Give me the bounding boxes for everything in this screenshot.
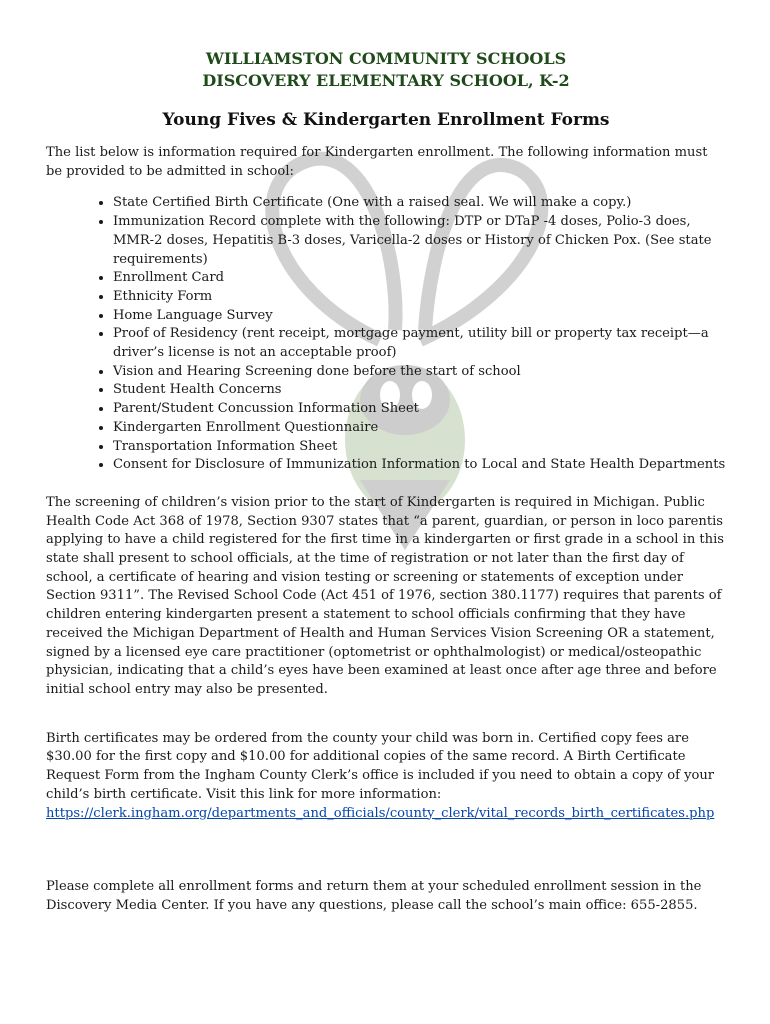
list-item: • Parent/Student Concussion Information Sheet — [113, 400, 726, 419]
list-item: • Consent for Disclosure of Immunization Information to Local and State Health Departments — [113, 456, 726, 475]
document-page — [46, 48, 726, 916]
birth-certificate-link[interactable]: https://clerk.ingham.org/departments_and_officials/county_clerk/vital_records_birth_certificates.php — [46, 805, 715, 821]
school-name: DISCOVERY ELEMENTARY SCHOOL, K-2 — [202, 71, 570, 90]
list-item: • Proof of Residency (rent receipt, mortgage payment, utility bill or property tax receipt—a driver’s license is not an acceptable proof) — [113, 325, 726, 362]
closing-paragraph: Please complete all enrollment forms and return them at your scheduled enrollment session in the Discovery Media Center. If you have any questions, please call the school’s main office: 655-2855. — [46, 879, 702, 913]
list-item: • Home Language Survey — [113, 307, 726, 326]
birth-certificate-paragraph — [46, 730, 726, 824]
list-item: • Enrollment Card — [113, 269, 726, 288]
list-item: • Kindergarten Enrollment Questionnaire — [113, 419, 726, 438]
district-name: WILLIAMSTON COMMUNITY SCHOOLS — [205, 49, 567, 68]
list-item: • Immunization Record complete with the following: DTP or DTaP -4 doses, Polio-3 does, MMR-2 doses, Hepatitis B-3 doses, Varicella-2 doses or History of Chicken Pox. (See state requirements) — [113, 213, 726, 269]
list-item: • Vision and Hearing Screening done before the start of school — [113, 363, 726, 382]
intro-paragraph: The list below is information required for Kindergarten enrollment. The following information must be provided to be admitted in school: — [46, 145, 708, 179]
page-title: Young Fives & Kindergarten Enrollment Forms — [162, 110, 610, 130]
birth-certificate-text: Birth certificates may be ordered from the county your child was born in. Certified copy fees are $30.00 for the first copy and $10.00 for additional copies of the same record. A Birth Certificate Request Form from the Ingham County Clerk’s office is included if you need to obtain a copy of your child’s birth certificate. Visit this link for more information: — [46, 730, 715, 802]
requirements-list — [46, 194, 726, 475]
list-item: • Student Health Concerns — [113, 381, 726, 400]
list-item: • Ethnicity Form — [113, 288, 726, 307]
list-item: • State Certified Birth Certificate (One with a raised seal. We will make a copy.) — [113, 194, 726, 213]
list-item: • Transportation Information Sheet — [113, 438, 726, 457]
vision-screening-paragraph: The screening of children’s vision prior to the start of Kindergarten is required in Michigan. Public Health Code Act 368 of 1978, Section 9307 states that “a parent, guardian, or person in loco parentis applying to have a child registered for the first time in a kindergarten or first grade in a school in this state shall present to school officials, at the time of registration or not later than the first day of school, a certificate of hearing and vision testing or screening or statements of exception under Section 9311”. The Revised School Code (Act 451 of 1976, section 380.1177) requires that parents of children entering kindergarten present a statement to school officials confirming that they have received the Michigan Department of Health and Human Services Vision Screening OR a statement, signed by a licensed eye care practitioner (optometrist or ophthalmologist) or medical/osteopathic physician, indicating that a child’s eyes have been examined at least once after age three and before initial school entry may also be presented. — [46, 494, 725, 697]
